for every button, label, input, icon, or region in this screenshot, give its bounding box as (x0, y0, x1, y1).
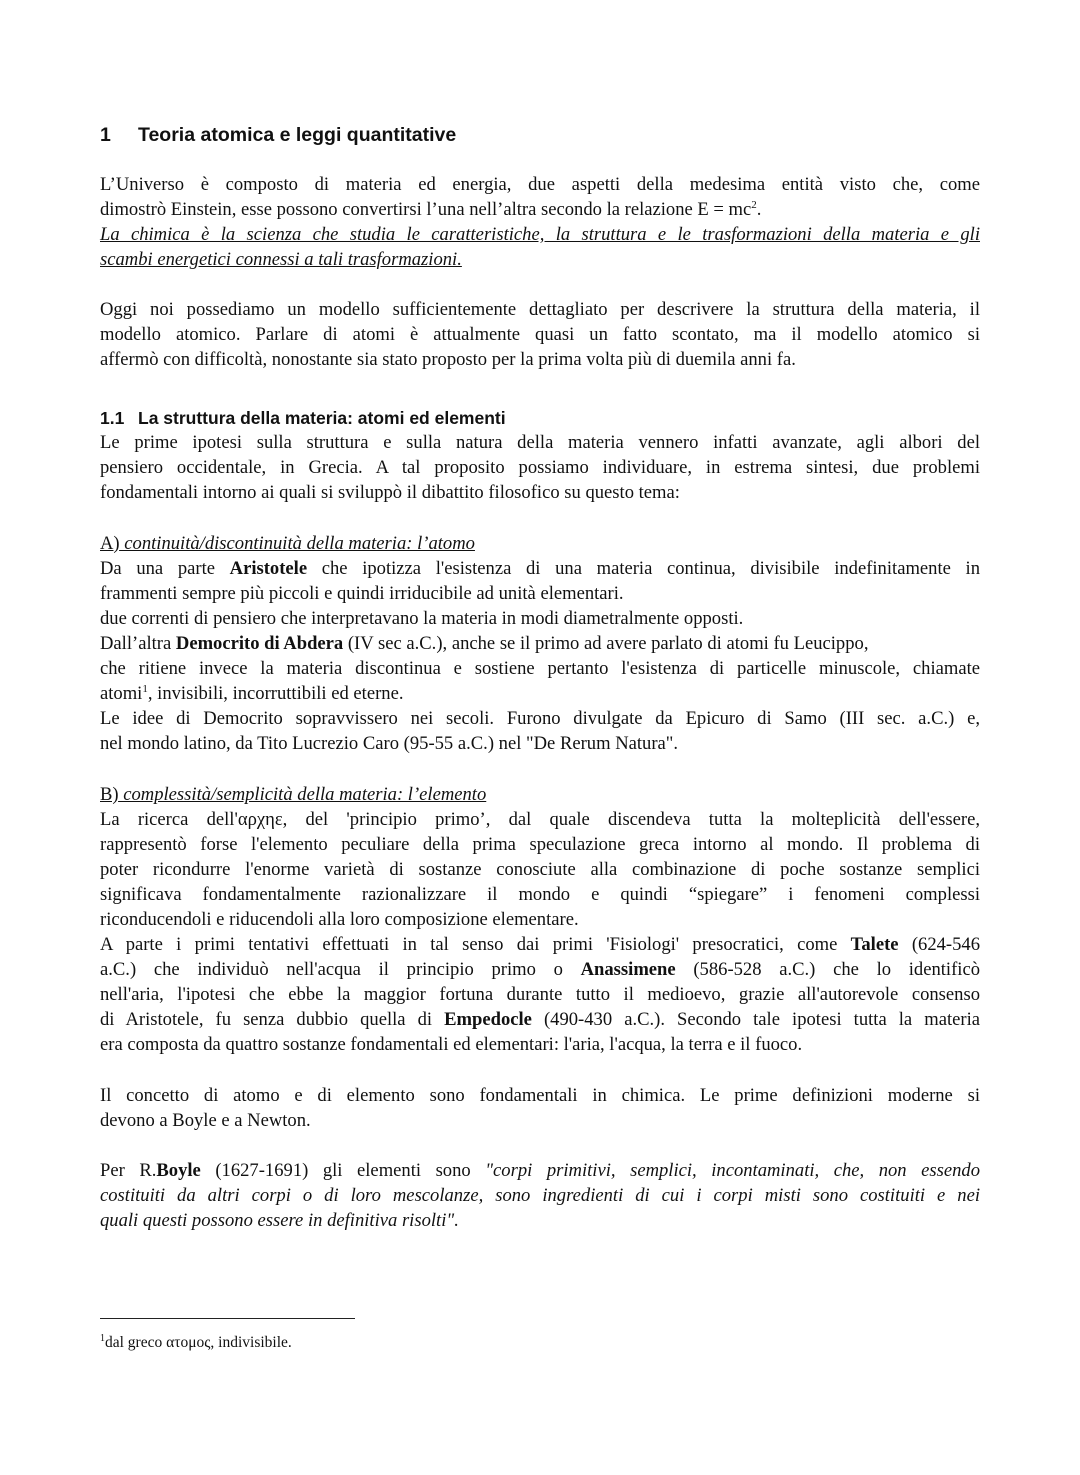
text-line: Le idee di Democrito sopravvissero nei secoli. Furono divulgate da Epicuro di Samo (III sec. a.C.) e, (100, 708, 980, 729)
text-span: atomi (100, 683, 143, 704)
footnote-text: dal greco ατομος, indivisibile. (105, 1334, 292, 1351)
text-line: due correnti di pensiero che interpretavano la materia in modi diametralmente opposti. (100, 608, 744, 629)
text-span: Da una parte (100, 558, 230, 579)
text-span: che ipotizza l'esistenza di una materia continua, divisibile indefinitamente in (307, 558, 980, 579)
bold-name: Democrito di Abdera (175, 633, 344, 654)
definition-line (100, 222, 980, 247)
text-line: Le prime ipotesi sulla struttura e sulla natura della materia vennero infatti avanzate, agli albori del (100, 432, 980, 453)
text-line: La ricerca dell'αρχηε, del 'principio primo’, dal quale discendeva tutta la molteplicità dell'essere, (100, 809, 980, 830)
text-span: (624-546 (898, 934, 980, 955)
underlined-definition: scambi energetici connessi a tali trasformazioni. (100, 249, 462, 270)
text-span: Dall’altra (100, 633, 176, 654)
bold-name: Anassimene (580, 959, 676, 980)
text-span: (586-528 a.C.) che lo identificò (675, 959, 980, 980)
text-span: (IV sec a.C.), anche se il primo ad avere parlato di atomi fu Leucippo, (343, 633, 869, 654)
heading-1-number: 1 (100, 124, 111, 146)
text-line: riconducendoli e riducendoli alla loro composizione elementare. (100, 909, 579, 930)
heading-1 (100, 122, 456, 148)
text-span: dimostrò Einstein, esse possono convertirsi l’una nell’altra secondo la relazione E = mc (100, 199, 752, 220)
heading-2 (100, 406, 980, 430)
footnote-separator (100, 1318, 355, 1319)
bold-name: Aristotele (229, 558, 308, 579)
text-line (100, 1158, 980, 1183)
text-line: pensiero occidentale, in Grecia. A tal proposito possiamo individuare, in estrema sintesi, due problemi (100, 457, 980, 478)
text-line (100, 631, 980, 656)
text-line: frammenti sempre più piccoli e quindi irriducibile ad unità elementari. (100, 583, 624, 604)
bold-name: Empedocle (444, 1009, 532, 1030)
intro-paragraph (100, 172, 980, 272)
section-b-title (100, 782, 980, 807)
footnote-marker: 1 (100, 1332, 105, 1344)
text-line: Il concetto di atomo e di elemento sono fondamentali in chimica. Le prime definizioni moderne si (100, 1085, 980, 1106)
heading-2-number: 1.1 (100, 408, 125, 428)
text-line (100, 932, 980, 957)
superscript: 2 (751, 198, 757, 211)
section-a (100, 531, 980, 756)
section-label: A) (100, 533, 120, 554)
text-span: , invisibili, incorruttibili ed eterne. (147, 683, 404, 704)
text-line (100, 957, 980, 982)
bold-name: Talete (850, 934, 899, 955)
underlined-definition: La chimica è la scienza che studia le caratteristiche, la struttura e le trasformazioni della materia e gli (100, 224, 980, 245)
quote-line: quali questi possono essere in definitiva risolti". (100, 1210, 459, 1231)
text-line (100, 1007, 980, 1032)
quote-line: costituiti da altri corpi o di loro mescolanze, sono ingredienti di cui i corpi misti sono costituiti e nei (100, 1185, 980, 1206)
text-line: devono a Boyle e a Newton. (100, 1110, 311, 1131)
text-line: nel mondo latino, da Tito Lucrezio Caro (95-55 a.C.) nel "De Rerum Natura". (100, 733, 679, 754)
section-title: continuità/discontinuità della materia: l’atomo (119, 533, 475, 554)
heading-2-title: La struttura della materia: atomi ed elementi (138, 408, 506, 428)
text-line (100, 681, 980, 706)
text-line (100, 556, 980, 581)
text-line: poter ricondurre l'enorme varietà di sostanze conosciute alla combinazione di poche sostanze semplici (100, 859, 980, 880)
text-span: . (756, 199, 762, 220)
text-span: di Aristotele, fu senza dubbio quella di (100, 1009, 445, 1030)
concept-paragraph (100, 1083, 980, 1133)
section-b (100, 782, 980, 1057)
text-span: Per R. (100, 1160, 157, 1181)
text-line: fondamentali intorno ai quali si sviluppò il dibattito filosofico su questo tema: (100, 482, 680, 503)
text-line: rappresentò forse l'elemento peculiare della prima speculazione greca intorno al mondo. Il problema di (100, 834, 980, 855)
text-line: era composta da quattro sostanze fondamentali ed elementari: l'aria, l'acqua, la terra e il fuoco. (100, 1034, 803, 1055)
text-span: (490-430 a.C.). Secondo tale ipotesi tutta la materia (531, 1009, 980, 1030)
definition-line (100, 247, 980, 272)
heading-1-title: Teoria atomica e leggi quantitative (138, 124, 457, 146)
bold-name: Boyle (156, 1160, 201, 1181)
section-a-title (100, 531, 980, 556)
section-title: complessità/semplicità della materia: l’elemento (118, 784, 487, 805)
text-line: Oggi noi possediamo un modello sufficientemente dettagliato per descrivere la struttura della materia, il (100, 299, 980, 320)
quote-italic: "corpi primitivi, semplici, incontaminati, che, non essendo (485, 1160, 981, 1181)
text-line: modello atomico. Parlare di atomi è attualmente quasi un fatto scontato, ma il modello atomico si (100, 324, 980, 345)
section-1-1 (100, 406, 980, 505)
boyle-paragraph (100, 1158, 980, 1233)
section-label: B) (100, 784, 119, 805)
text-line: affermò con difficoltà, nonostante sia stato proposto per la prima volta più di duemila anni fa. (100, 349, 796, 370)
text-line: nell'aria, l'ipotesi che ebbe la maggior fortuna durante tutto il medioevo, grazie all'autorevole consenso (100, 984, 980, 1005)
text-span: a.C.) che individuò nell'acqua il principio primo o (100, 959, 581, 980)
footnote-ref[interactable]: 1 (142, 682, 148, 695)
text-line (100, 197, 980, 222)
footnote (100, 1333, 292, 1353)
text-span: (1627-1691) gli elementi sono (200, 1160, 486, 1181)
text-span: A parte i primi tentativi effettuati in tal senso dai primi 'Fisiologi' presocratici, come (100, 934, 851, 955)
text-line: che ritiene invece la materia discontinua e sostiene pertanto l'esistenza di particelle minuscole, chiamate (100, 658, 980, 679)
text-line: L’Universo è composto di materia ed energia, due aspetti della medesima entità visto che, come (100, 174, 980, 195)
text-line: significava fondamentalmente razionalizzare il mondo e quindi “spiegare” i fenomeni complessi (100, 884, 980, 905)
model-paragraph (100, 297, 980, 372)
